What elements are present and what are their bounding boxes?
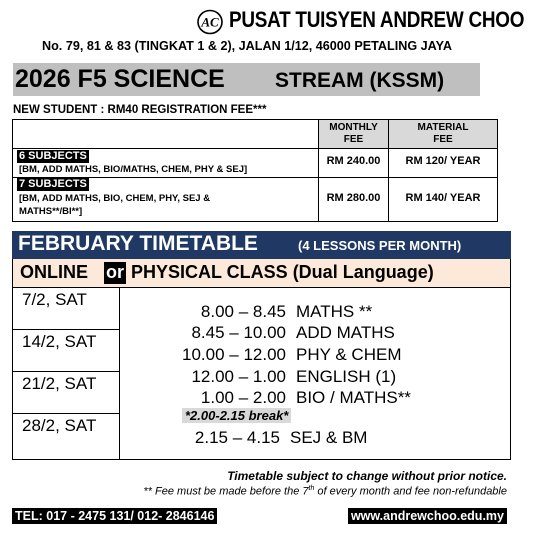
monthly-fee-value: RM 280.00 (326, 192, 381, 204)
material-fee-value: RM 140/ YEAR (405, 192, 481, 204)
mode-online: ONLINE (20, 262, 89, 282)
page-title-bar (13, 63, 480, 96)
page-title: 2026 F5 SCIENCE (15, 65, 225, 93)
schedule-subject: PHY & CHEM (296, 345, 402, 364)
schedule-subject: MATHS ** (296, 302, 373, 321)
mode-physical: PHYSICAL CLASS (Dual Language) (131, 262, 434, 282)
logo-text: AC (201, 14, 219, 30)
timetable-header (12, 231, 511, 259)
website-url: www.andrewchoo.edu.my (348, 508, 507, 524)
schedule-subject: BIO / MATHS** (296, 388, 411, 407)
tuition-centre-name: PUSAT TUISYEN ANDREW CHOO (229, 7, 525, 32)
fee-table (12, 119, 498, 222)
mode-or: or (106, 262, 124, 282)
contact-phone: TEL: 017 - 2475 131/ 012- 2846146 (12, 508, 217, 524)
monthly-fee-value: RM 240.00 (326, 155, 381, 167)
registration-fee-note: NEW STUDENT : RM40 REGISTRATION FEE*** (13, 104, 267, 116)
centre-address: No. 79, 81 & 83 (TINGKAT 1 & 2), JALAN 1/12, 46000 PETALING JAYA (42, 38, 452, 53)
schedule-subject: SEJ & BM (290, 428, 368, 447)
change-notice: Timetable subject to change without prior notice. (227, 469, 507, 483)
subject-package-list: [BM, ADD MATHS, BIO/MATHS, CHEM, PHY & SEJ] (19, 164, 248, 175)
monthly-fee-header: MONTHLY FEE (319, 120, 388, 148)
date-cell: 7/2, SAT (13, 288, 119, 330)
schedule-time: 2.15 – 4.15 (194, 428, 280, 447)
subject-package-label: 6 SUBJECTS (19, 150, 87, 162)
date-cell: 14/2, SAT (13, 330, 119, 372)
timetable-body (12, 287, 511, 460)
schedule-time: 8.45 – 10.00 (191, 323, 286, 342)
schedule-time: 12.00 – 1.00 (191, 367, 286, 386)
fee-notice: ** Fee must be made before the 7th of every month and fee non-refundable (143, 485, 507, 498)
schedule-time: 1.00 – 2.00 (200, 388, 286, 407)
material-fee-value: RM 120/ YEAR (405, 155, 481, 167)
date-cell: 28/2, SAT (22, 416, 97, 435)
schedule-time: 8.00 – 8.45 (200, 302, 286, 321)
date-column (13, 288, 120, 459)
class-mode-bar (12, 259, 511, 287)
break-label: *2.00-2.15 break* (182, 408, 291, 423)
schedule-time: 10.00 – 12.00 (182, 345, 286, 364)
timetable-title: FEBRUARY TIMETABLE (18, 232, 258, 255)
subject-package-label: 7 SUBJECTS (19, 178, 87, 190)
date-cell: 21/2, SAT (13, 372, 119, 414)
subject-package-list: [BM, ADD MATHS, BIO, CHEM, PHY, SEJ & (19, 193, 211, 204)
subject-package-list-continued: MATHS**/BI**] (19, 206, 83, 217)
schedule-subject: ADD MATHS (296, 323, 395, 342)
material-fee-header: MATERIAL FEE (389, 120, 497, 148)
page-subtitle: STREAM (KSSM) (275, 69, 445, 92)
lessons-per-month: (4 LESSONS PER MONTH) (298, 238, 462, 253)
schedule-subject: ENGLISH (1) (296, 367, 397, 386)
ac-logo (197, 9, 223, 35)
